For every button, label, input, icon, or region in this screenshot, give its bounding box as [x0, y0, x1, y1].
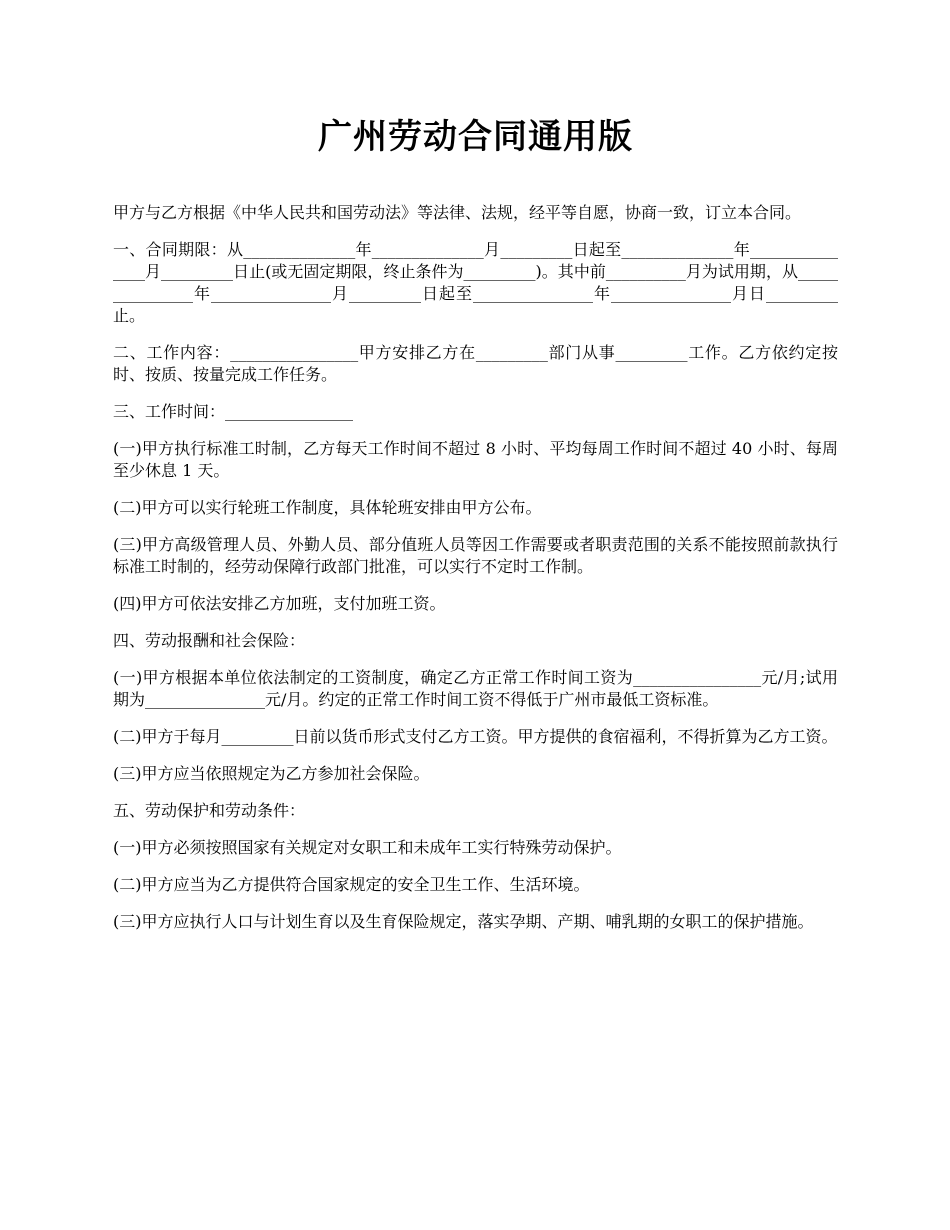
working-hours-clause-2: (二)甲方可以实行轮班工作制度，具体轮班安排由甲方公布。 — [113, 498, 542, 517]
document-page — [113, 110, 838, 948]
labor-protection-heading: 五、劳动保护和劳动条件： — [113, 801, 306, 820]
labor-protection-clause-3: (三)甲方应执行人口与计划生育以及生育保险规定，落实孕期、产期、哺乳期的女职工的保护措施。 — [113, 912, 814, 931]
remuneration-heading: 四、劳动报酬和社会保险： — [113, 631, 306, 650]
working-hours-clause-1: (一)甲方执行标准工时制，乙方每天工作时间不超过 8 小时、平均每周工作时间不超过 40 小时、每周至少休息 1 天。 — [113, 439, 838, 480]
work-content-paragraph: 二、工作内容：________________甲方安排乙方在_________部门从事_________工作。乙方依约定按时、按质、按量完成工作任务。 — [113, 343, 838, 384]
working-hours-clause-3: (三)甲方高级管理人员、外勤人员、部分值班人员等因工作需要或者职责范围的关系不能按照前款执行标准工时制的，经劳动保障行政部门批准，可以实行不定时工作制。 — [113, 535, 838, 576]
remuneration-clause-2: (二)甲方于每月_________日前以货币形式支付乙方工资。甲方提供的食宿福利，不得折算为乙方工资。 — [113, 727, 838, 746]
remuneration-clause-1: (一)甲方根据本单位依法制定的工资制度，确定乙方正常工作时间工资为________________元/月;试用期为_______________元/月。约定的正常工作时间工资不得低于广州市最低工资标准。 — [113, 668, 838, 709]
preamble-paragraph: 甲方与乙方根据《中华人民共和国劳动法》等法律、法规，经平等自愿，协商一致，订立本合同。 — [113, 203, 802, 222]
contract-term-paragraph: 一、合同期限：从______________年______________月_________日起至______________年_______________月_________日止(或无固定期限，终止条件为_________)。其中前__________月为试用期，从_______________年_______________月_________日起至_______________年_______________月日_________止。 — [113, 240, 838, 325]
working-hours-heading: 三、工作时间：________________ — [113, 402, 354, 421]
remuneration-clause-3: (三)甲方应当依照规定为乙方参加社会保险。 — [113, 764, 430, 783]
labor-protection-clause-1: (一)甲方必须按照国家有关规定对女职工和未成年工实行特殊劳动保护。 — [113, 838, 622, 857]
working-hours-clause-4: (四)甲方可依法安排乙方加班，支付加班工资。 — [113, 594, 446, 613]
document-title: 广州劳动合同通用版 — [318, 117, 633, 157]
labor-protection-clause-2: (二)甲方应当为乙方提供符合国家规定的安全卫生工作、生活环境。 — [113, 875, 590, 894]
